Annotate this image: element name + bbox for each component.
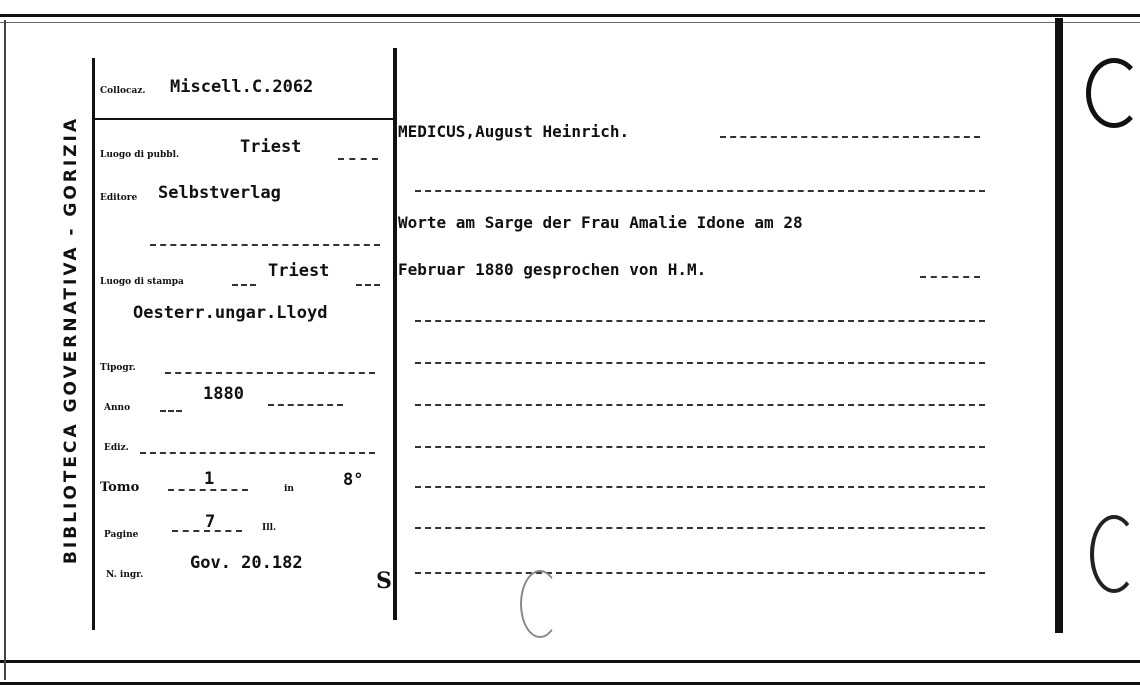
pages-value: 7 — [205, 512, 216, 532]
top-border-thin — [0, 22, 1140, 23]
volume-label: Tomo — [100, 480, 140, 495]
accession-label: N. ingr. — [106, 570, 144, 580]
collocation-label: Collocaz. — [100, 86, 146, 96]
year-line-right — [268, 404, 343, 406]
place-of-printing-line — [232, 284, 256, 286]
entry-line-2 — [415, 320, 985, 322]
place-of-publication-line — [338, 158, 378, 160]
title-line-2: Februar 1880 gesprochen von H.M. — [398, 260, 707, 279]
left-edge — [4, 20, 6, 680]
entry-line-5 — [415, 446, 985, 448]
edition-line — [140, 452, 375, 454]
place-of-printing-line-2 — [356, 284, 380, 286]
entry-line-1 — [415, 190, 985, 192]
entry-line-4 — [415, 404, 985, 406]
pages-label: Pagine — [104, 530, 139, 540]
illustrations-label: Ill. — [262, 523, 277, 533]
place-of-publication-label: Luogo di pubbl. — [100, 150, 180, 160]
entry-line-3 — [415, 362, 985, 364]
accession-value: Gov. 20.182 — [190, 553, 303, 573]
center-hole-mark — [520, 570, 560, 638]
volume-value: 1 — [204, 469, 215, 489]
library-stamp: BIBLIOTECA GOVERNATIVA - GORIZIA — [61, 115, 81, 565]
place-of-publication-value: Triest — [240, 137, 302, 157]
collocation-value: Miscell.C.2062 — [170, 77, 314, 97]
place-of-printing-value: Triest — [268, 261, 330, 281]
volume-in-label: in — [284, 484, 294, 494]
year-line-left — [160, 410, 182, 412]
title-line-1: Worte am Sarge der Frau Amalie Idone am 28 — [398, 213, 803, 232]
edition-label: Ediz. — [104, 443, 129, 453]
author-heading: MEDICUS,August Heinrich. — [398, 122, 630, 141]
top-border — [0, 14, 1140, 17]
punch-hole-mark — [1086, 58, 1140, 128]
volume-line — [168, 489, 248, 491]
entry-line-6 — [415, 486, 985, 488]
printer-label: Tipogr. — [100, 363, 136, 373]
center-column-divider — [393, 48, 397, 620]
place-of-printing-label: Luogo di stampa — [100, 277, 184, 287]
publisher-extra-line — [150, 244, 380, 246]
year-value: 1880 — [203, 384, 244, 404]
title-line-2-rule — [920, 276, 980, 278]
printer-line — [165, 372, 375, 374]
year-label: Anno — [104, 403, 131, 413]
accession-mark: S — [376, 568, 392, 594]
entry-line-7 — [415, 527, 985, 529]
collocation-underline — [92, 118, 394, 120]
bottom-border-2 — [0, 682, 1140, 685]
entry-line-8 — [415, 572, 985, 574]
publisher-label: Editore — [100, 193, 138, 203]
author-line — [720, 136, 980, 138]
format-value: 8° — [343, 470, 364, 490]
punch-hole-mark-lower — [1090, 515, 1138, 593]
publisher-value: Selbstverlag — [158, 183, 281, 203]
right-border — [1055, 18, 1063, 633]
left-column-divider — [92, 58, 95, 630]
bottom-border — [0, 660, 1140, 663]
printer-value: Oesterr.ungar.Lloyd — [133, 303, 328, 323]
